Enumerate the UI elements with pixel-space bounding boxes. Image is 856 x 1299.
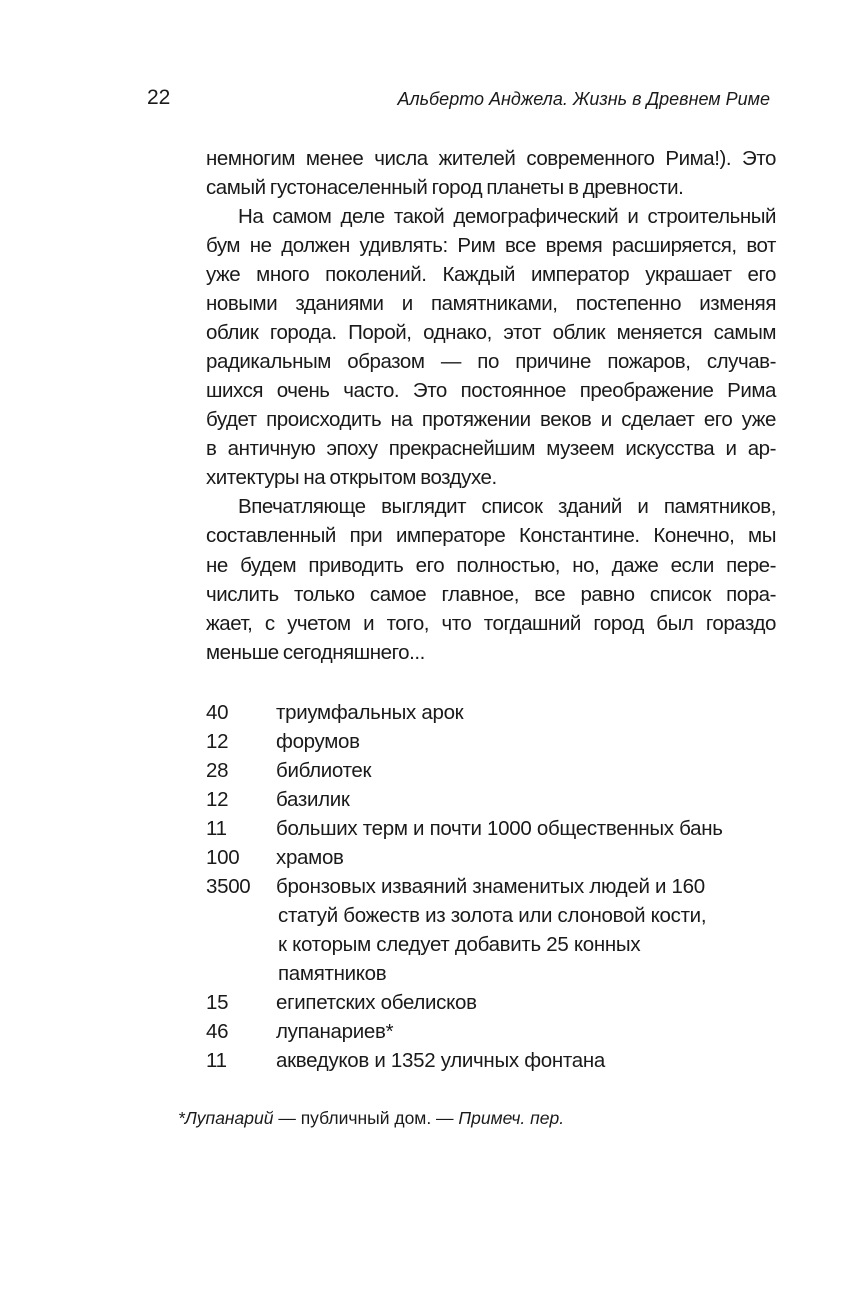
list-text: больших терм и почти 1000 общественных бань — [276, 817, 723, 840]
list-item — [206, 872, 705, 901]
list-item-continuation: статуй божеств из золота или слоновой кости, — [278, 904, 707, 927]
page-number: 22 — [147, 86, 171, 109]
list-text: бронзовых изваяний знаменитых людей и 160 — [276, 875, 705, 898]
text-line: радикальным образом — по причине пожаров, случав- — [206, 350, 776, 373]
list-text: египетских обелисков — [276, 991, 477, 1014]
list-count: 40 — [206, 701, 229, 724]
list-item — [206, 698, 463, 727]
list-text: библиотек — [276, 759, 372, 782]
list-item — [206, 988, 477, 1017]
text-line: бум не должен удивлять: Рим все время расширяется, вот — [206, 234, 776, 257]
list-count: 100 — [206, 846, 240, 869]
list-item — [206, 727, 360, 756]
text-line: На самом деле такой демографический и строительный — [238, 205, 776, 228]
running-title: Альберто Анджела. Жизнь в Древнем Риме — [397, 89, 770, 109]
footnote-note: Примеч. пер. — [458, 1108, 565, 1128]
list-item-continuation: памятников — [278, 962, 387, 985]
text-line: составленный при императоре Константине. Конечно, мы — [206, 524, 776, 547]
text-line: в античную эпоху прекраснейшим музеем искусства и ар- — [206, 437, 776, 460]
list-count: 11 — [206, 817, 227, 840]
list-text: триумфальных арок — [276, 701, 464, 724]
footnote — [178, 1108, 564, 1129]
list-item — [206, 1046, 605, 1075]
text-line: хитектуры на открытом воздухе. — [206, 466, 497, 489]
list-count: 11 — [206, 1049, 227, 1072]
footnote-definition: — публичный дом. — — [273, 1108, 459, 1128]
text-line: уже много поколений. Каждый император украшает его — [206, 263, 776, 286]
list-item — [206, 1017, 393, 1046]
text-line: новыми зданиями и памятниками, постепенно изменяя — [206, 292, 776, 315]
list-count: 15 — [206, 991, 229, 1014]
list-count: 3500 — [206, 875, 251, 898]
list-text: форумов — [276, 730, 360, 753]
list-count: 12 — [206, 730, 229, 753]
list-item — [206, 785, 350, 814]
list-text: лупанариев* — [276, 1020, 394, 1043]
text-line: не будем приводить его полностью, но, даже если пере- — [206, 554, 776, 577]
text-line: жает, с учетом и того, что тогдашний город был гораздо — [206, 612, 776, 635]
text-line: немногим менее числа жителей современного Рима!). Это — [206, 147, 776, 170]
footnote-term: *Лупанарий — [178, 1108, 274, 1128]
text-line: меньше сегодняшнего... — [206, 641, 425, 664]
list-item-continuation: к которым следует добавить 25 конных — [278, 933, 641, 956]
text-line: облик города. Порой, однако, этот облик меняется самым — [206, 321, 776, 344]
list-text: базилик — [276, 788, 350, 811]
text-line: шихся очень часто. Это постоянное преображение Рима — [206, 379, 776, 402]
list-count: 46 — [206, 1020, 229, 1043]
list-count: 28 — [206, 759, 229, 782]
text-line: будет происходить на протяжении веков и сделает его уже — [206, 408, 776, 431]
text-line: числить только самое главное, все равно список пора- — [206, 583, 776, 606]
list-item — [206, 756, 371, 785]
list-item — [206, 814, 723, 843]
list-text: храмов — [276, 846, 344, 869]
list-count: 12 — [206, 788, 229, 811]
list-text: акведуков и 1352 уличных фонтана — [276, 1049, 605, 1072]
list-item — [206, 843, 344, 872]
text-line: самый густонаселенный город планеты в древности. — [206, 176, 684, 199]
text-line: Впечатляюще выглядит список зданий и памятников, — [238, 495, 776, 518]
